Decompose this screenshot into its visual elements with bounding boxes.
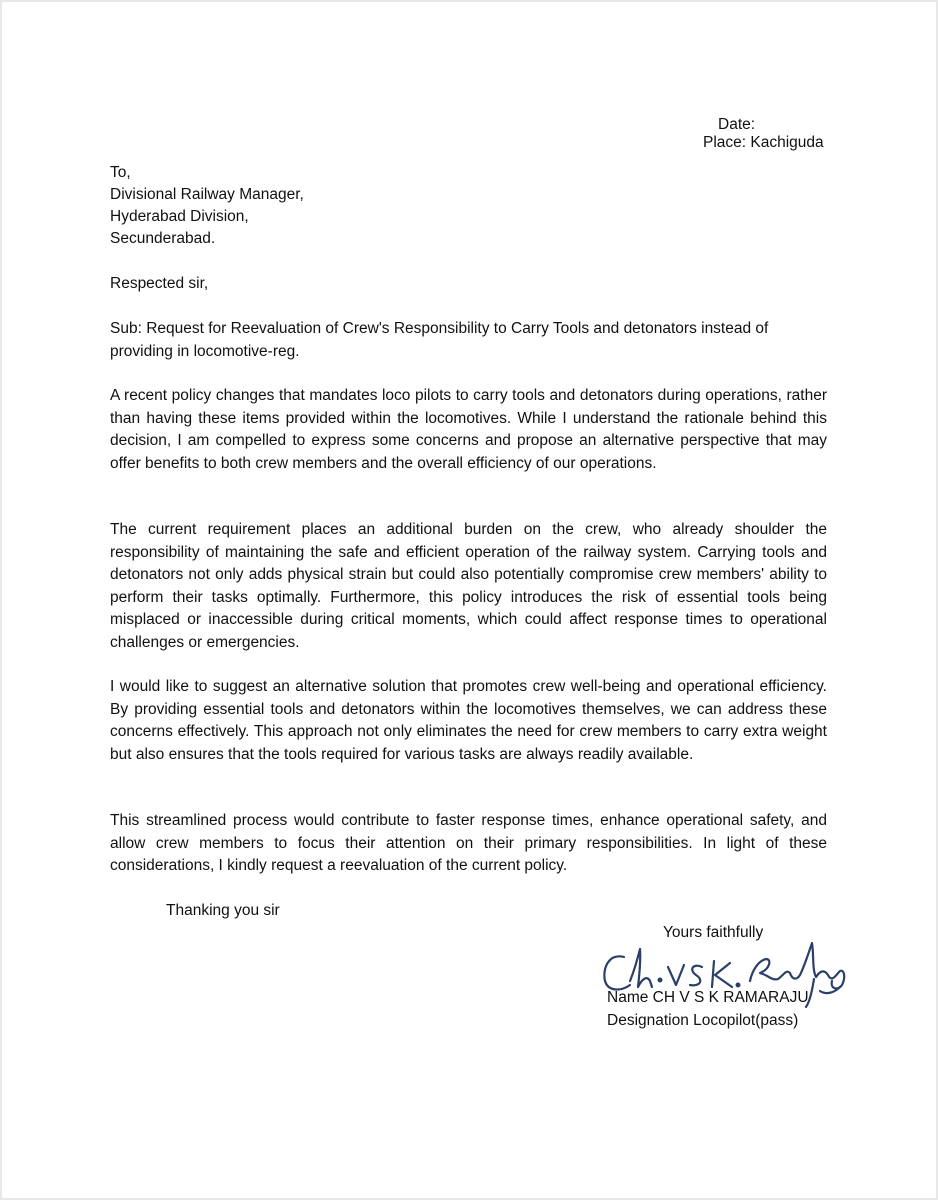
to-line: To, [110, 164, 131, 181]
recipient-line-1: Divisional Railway Manager, [110, 186, 304, 203]
yours-faithfully: Yours faithfully [663, 924, 764, 941]
recipient-line-3: Secunderabad. [110, 230, 216, 247]
recipient-line-2: Hyderabad Division, [110, 208, 249, 225]
subject-line: Sub: Request for Reevaluation of Crew's Responsibility to Carry Tools and detonators instead of providing in locomotive-reg. [110, 320, 769, 360]
body-paragraph-4: This streamlined process would contribute to faster response times, enhance operational safety, and allow crew members to focus their attention on their primary responsibilities. In light of these considerations, I kindly request a reevaluation of the current policy. [110, 812, 827, 874]
designation-line: Designation Locopilot(pass) [607, 1012, 799, 1029]
name-line: Name CH V S K RAMARAJU [607, 989, 809, 1006]
date-label: Date: [718, 116, 756, 133]
body-paragraph-3: I would like to suggest an alternative solution that promotes crew well-being and operational efficiency. By providing essential tools and detonators within the locomotives themselves, we can address these concerns effectively. This approach not only eliminates the need for crew members to carry extra weight but also ensures that the tools required for various tasks are always readily available. [110, 678, 827, 763]
place-line: Place: Kachiguda [703, 134, 824, 151]
body-paragraph-1: A recent policy changes that mandates loco pilots to carry tools and detonators during operations, rather than having these items provided within the locomotives. While I understand the rationale behind this decision, I am compelled to express some concerns and propose an alternative perspective that may offer benefits to both crew members and the overall efficiency of our operations. [110, 387, 827, 472]
thanks-line: Thanking you sir [166, 902, 280, 919]
salutation: Respected sir, [110, 275, 209, 292]
body-paragraph-2: The current requirement places an additional burden on the crew, who already shoulder the responsibility of maintaining the safe and efficient operation of the railway system. Carrying tools and detonators not only adds physical strain but could also potentially compromise crew members' ability to perform their tasks optimally. Furthermore, this policy introduces the risk of essential tools being misplaced or inaccessible during critical moments, which could affect response times to operational challenges or emergencies. [110, 521, 827, 651]
